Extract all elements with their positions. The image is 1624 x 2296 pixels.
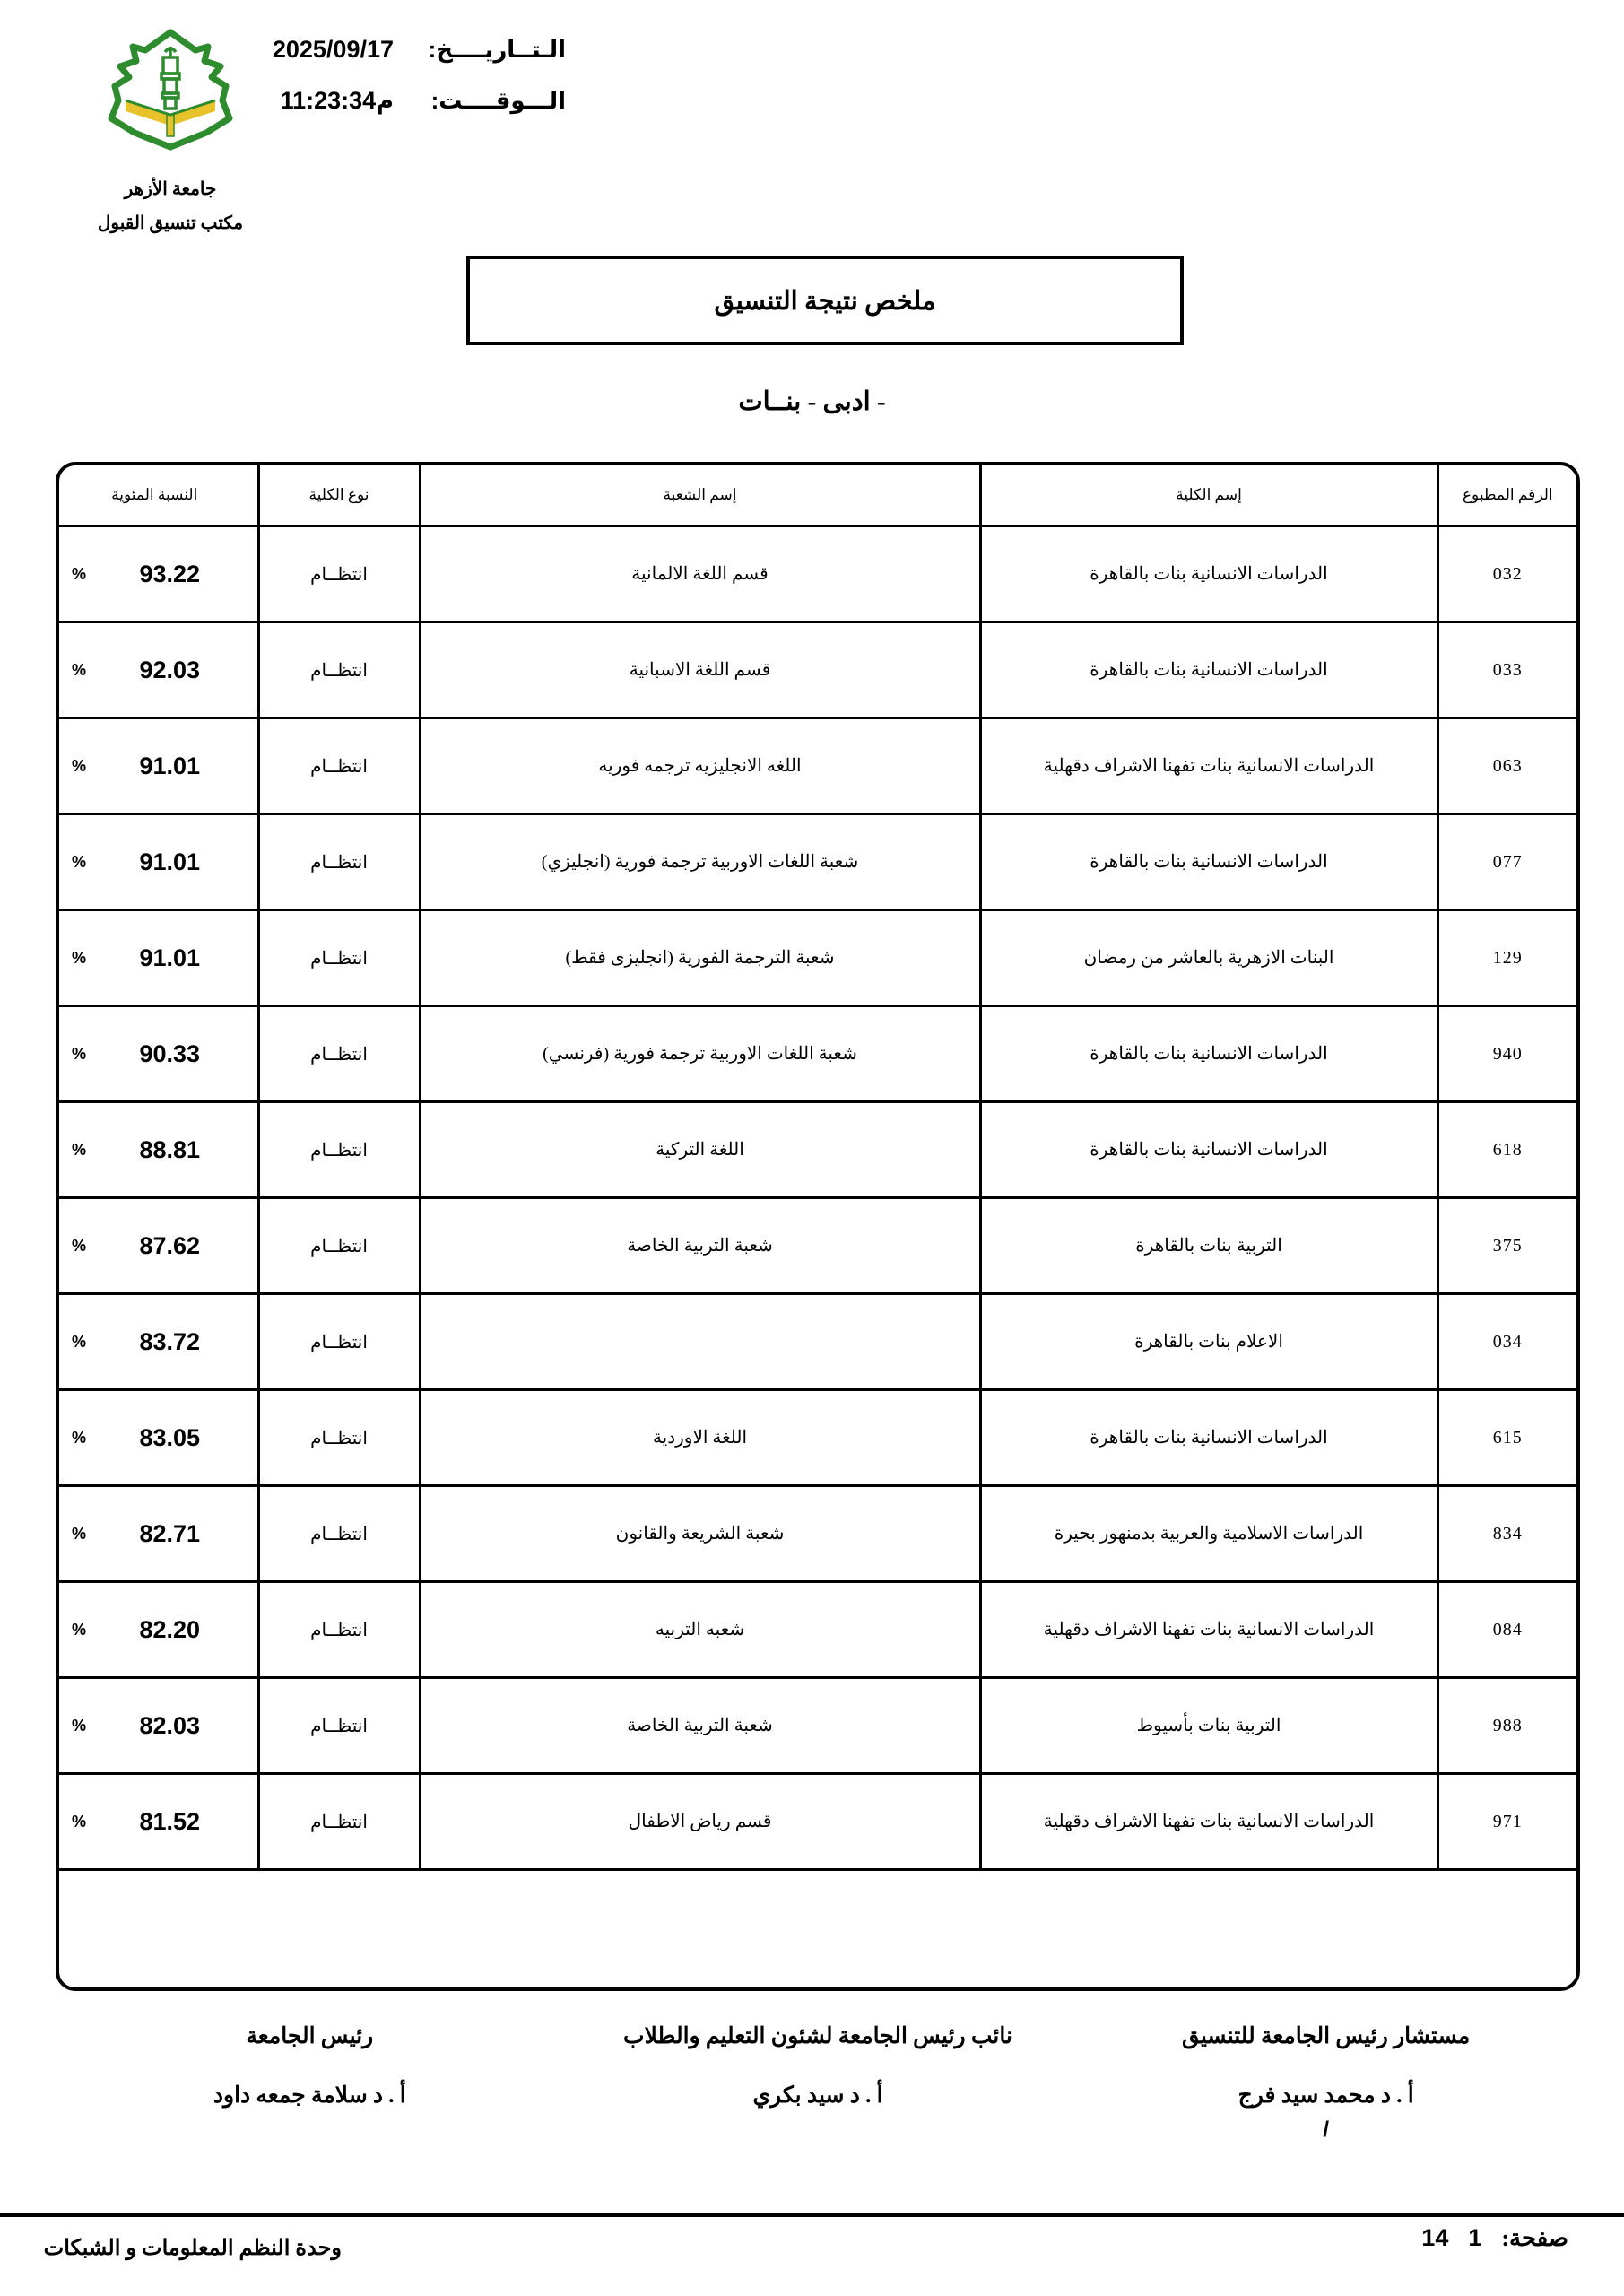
page-label: صفحة: (1501, 2225, 1568, 2251)
table-row (56, 718, 1576, 814)
cell-faculty-name: التربية بنات بالقاهرة (980, 1198, 1437, 1294)
report-subtitle: - ادبى - بنــات (738, 387, 886, 416)
signature-title: مستشار رئيس الجامعة للتنسيق (1182, 2024, 1471, 2048)
percentage-value: 90.33 (139, 1039, 201, 1067)
percent-sign: % (72, 756, 87, 775)
percent-sign: % (72, 1428, 87, 1447)
cell-printed-number: 084 (1437, 1582, 1576, 1678)
percent-sign: % (72, 1044, 87, 1063)
cell-division-name: قسم اللغة الاسبانية (420, 622, 980, 718)
table-row (56, 1774, 1576, 1870)
column-header-printed-number: الرقم المطبوع (1437, 465, 1576, 526)
cell-faculty-name: الدراسات الاسلامية والعربية بدمنهور بحيرة (980, 1486, 1437, 1582)
page-title: ملخص نتيجة التنسيق (714, 286, 936, 316)
cell-faculty-name: الدراسات الانسانية بنات بالقاهرة (980, 814, 1437, 910)
percentage-value: 87.62 (139, 1231, 201, 1259)
results-table (56, 465, 1576, 1871)
cell-faculty-type: انتظــام (258, 1390, 420, 1486)
table-body (56, 526, 1576, 1870)
percentage-value: 88.81 (139, 1135, 201, 1163)
signature-coordination-advisor (1072, 2022, 1580, 2143)
cell-division-name: شعبة الشريعة والقانون (420, 1486, 980, 1582)
cell-percentage (56, 718, 258, 814)
cell-percentage (56, 1774, 258, 1870)
column-header-division-name: إسم الشعبة (420, 465, 980, 526)
cell-faculty-type: انتظــام (258, 1102, 420, 1198)
cell-faculty-name: الاعلام بنات بالقاهرة (980, 1294, 1437, 1390)
table-row (56, 622, 1576, 718)
cell-division-name: شعبة التربية الخاصة (420, 1198, 980, 1294)
cell-faculty-type: انتظــام (258, 1774, 420, 1870)
percent-sign: % (72, 1140, 87, 1159)
cell-printed-number: 063 (1437, 718, 1576, 814)
cell-division-name: شعبة الترجمة الفورية (انجليزى فقط) (420, 910, 980, 1006)
cell-division-name: شعبة اللغات الاوربية ترجمة فورية (انجليزي) (420, 814, 980, 910)
page-current: 1 (1468, 2224, 1482, 2251)
cell-faculty-name: الدراسات الانسانية بنات تفهنا الاشراف دقهلية (980, 1774, 1437, 1870)
column-header-faculty-name: إسم الكلية (980, 465, 1437, 526)
time-label: الـــوقــــت: (430, 87, 566, 114)
al-azhar-university-emblem-icon (95, 25, 246, 160)
time-row (261, 87, 566, 115)
percentage-value: 93.22 (139, 560, 201, 587)
cell-faculty-type: انتظــام (258, 1678, 420, 1774)
signature-name: أ . د محمد سيد فرج (1238, 2083, 1414, 2108)
table-row (56, 1294, 1576, 1390)
footer-divider (0, 2213, 1624, 2217)
time-value: 11:23:34م (280, 87, 394, 114)
office-name: مكتب تنسيق القبول (97, 213, 244, 233)
cell-percentage (56, 526, 258, 622)
cell-faculty-type: انتظــام (258, 814, 420, 910)
cell-percentage (56, 1102, 258, 1198)
signature-vice-president (564, 2022, 1073, 2143)
table-row (56, 1102, 1576, 1198)
cell-printed-number: 129 (1437, 910, 1576, 1006)
percentage-value: 82.03 (139, 1711, 201, 1739)
percentage-value: 91.01 (139, 752, 201, 779)
percentage-value: 81.52 (139, 1807, 201, 1835)
cell-faculty-type: انتظــام (258, 1198, 420, 1294)
page-total: 14 (1421, 2224, 1449, 2251)
percent-sign: % (72, 1620, 87, 1639)
cell-percentage (56, 1486, 258, 1582)
table-header (56, 465, 1576, 526)
cell-printed-number: 615 (1437, 1390, 1576, 1486)
table-row (56, 1390, 1576, 1486)
cell-faculty-type: انتظــام (258, 1294, 420, 1390)
percent-sign: % (72, 1812, 87, 1831)
cell-printed-number: 077 (1437, 814, 1576, 910)
table-row (56, 1678, 1576, 1774)
cell-percentage (56, 1294, 258, 1390)
cell-faculty-name: الدراسات الانسانية بنات بالقاهرة (980, 622, 1437, 718)
cell-division-name: شعبة التربية الخاصة (420, 1678, 980, 1774)
cell-percentage (56, 1678, 258, 1774)
percentage-value: 92.03 (139, 656, 201, 683)
cell-printed-number: 033 (1437, 622, 1576, 718)
cell-printed-number: 032 (1437, 526, 1576, 622)
percentage-value: 82.20 (139, 1615, 201, 1643)
footer-unit-name: وحدة النظم المعلومات و الشبكات (43, 2237, 342, 2260)
signature-title: رئيس الجامعة (246, 2024, 374, 2048)
cell-faculty-type: انتظــام (258, 1486, 420, 1582)
percentage-value: 83.72 (139, 1327, 201, 1355)
cell-faculty-name: الدراسات الانسانية بنات بالقاهرة (980, 1390, 1437, 1486)
cell-percentage (56, 622, 258, 718)
date-value: 2025/09/17 (272, 36, 394, 63)
report-title-box (466, 256, 1184, 345)
cell-faculty-type: انتظــام (258, 718, 420, 814)
results-table-frame (56, 462, 1580, 1991)
cell-percentage (56, 814, 258, 910)
table-row (56, 1006, 1576, 1102)
page-number-block (1421, 2224, 1568, 2252)
cell-division-name: شعبة اللغات الاوربية ترجمة فورية (فرنسي) (420, 1006, 980, 1102)
table-row (56, 1486, 1576, 1582)
percent-sign: % (72, 1716, 87, 1735)
cell-faculty-type: انتظــام (258, 526, 420, 622)
signature-title: نائب رئيس الجامعة لشئون التعليم والطلاب (623, 2024, 1012, 2048)
cell-printed-number: 971 (1437, 1774, 1576, 1870)
cell-faculty-type: انتظــام (258, 1006, 420, 1102)
table-row (56, 910, 1576, 1006)
date-row (261, 36, 566, 64)
cell-printed-number: 034 (1437, 1294, 1576, 1390)
table-row (56, 526, 1576, 622)
percent-sign: % (72, 948, 87, 967)
percentage-value: 82.71 (139, 1519, 201, 1547)
signature-name: أ . د سلامة جمعه داود (213, 2083, 406, 2108)
university-name: جامعة الأزهر (124, 179, 217, 199)
cell-percentage (56, 1198, 258, 1294)
cell-faculty-name: البنات الازهرية بالعاشر من رمضان (980, 910, 1437, 1006)
cell-division-name: اللغه الانجليزيه ترجمه فوريه (420, 718, 980, 814)
table-filler-space (59, 1871, 1576, 1983)
cell-percentage (56, 1390, 258, 1486)
column-header-percentage: النسبة المئوية (56, 465, 258, 526)
percent-sign: % (72, 1332, 87, 1351)
cell-faculty-type: انتظــام (258, 1582, 420, 1678)
cell-printed-number: 618 (1437, 1102, 1576, 1198)
cell-faculty-name: الدراسات الانسانية بنات تفهنا الاشراف دقهلية (980, 718, 1437, 814)
cell-faculty-type: انتظــام (258, 622, 420, 718)
cell-percentage (56, 910, 258, 1006)
cell-printed-number: 940 (1437, 1006, 1576, 1102)
percent-sign: % (72, 1236, 87, 1255)
column-header-faculty-type: نوع الكلية (258, 465, 420, 526)
cell-faculty-type: انتظــام (258, 910, 420, 1006)
cell-division-name: اللغة التركية (420, 1102, 980, 1198)
date-label: الـتــاريــــخ: (428, 36, 566, 63)
cell-percentage (56, 1006, 258, 1102)
signature-mark: / (1323, 2118, 1329, 2142)
cell-division-name: قسم رياض الاطفال (420, 1774, 980, 1870)
table-header-row (56, 465, 1576, 526)
signature-university-president (56, 2022, 564, 2143)
cell-printed-number: 375 (1437, 1198, 1576, 1294)
percent-sign: % (72, 564, 87, 583)
percentage-value: 91.01 (139, 944, 201, 971)
cell-division-name: قسم اللغة الالمانية (420, 526, 980, 622)
cell-percentage (56, 1582, 258, 1678)
cell-faculty-name: التربية بنات بأسيوط (980, 1678, 1437, 1774)
signature-block (56, 2022, 1580, 2143)
percentage-value: 83.05 (139, 1423, 201, 1451)
cell-faculty-name: الدراسات الانسانية بنات بالقاهرة (980, 1102, 1437, 1198)
cell-faculty-name: الدراسات الانسانية بنات بالقاهرة (980, 1006, 1437, 1102)
cell-faculty-name: الدراسات الانسانية بنات بالقاهرة (980, 526, 1437, 622)
document-header-meta (261, 36, 566, 138)
signature-name: أ . د سيد بكري (752, 2083, 883, 2108)
university-logo-block (36, 25, 305, 240)
percent-sign: % (72, 1524, 87, 1543)
percent-sign: % (72, 852, 87, 871)
percentage-value: 91.01 (139, 848, 201, 875)
table-row (56, 814, 1576, 910)
cell-division-name: شعبه التربيه (420, 1582, 980, 1678)
cell-printed-number: 988 (1437, 1678, 1576, 1774)
cell-division-name: اللغة الاوردية (420, 1390, 980, 1486)
cell-division-name (420, 1294, 980, 1390)
table-row (56, 1198, 1576, 1294)
table-row (56, 1582, 1576, 1678)
cell-printed-number: 834 (1437, 1486, 1576, 1582)
percent-sign: % (72, 660, 87, 679)
cell-faculty-name: الدراسات الانسانية بنات تفهنا الاشراف دقهلية (980, 1582, 1437, 1678)
